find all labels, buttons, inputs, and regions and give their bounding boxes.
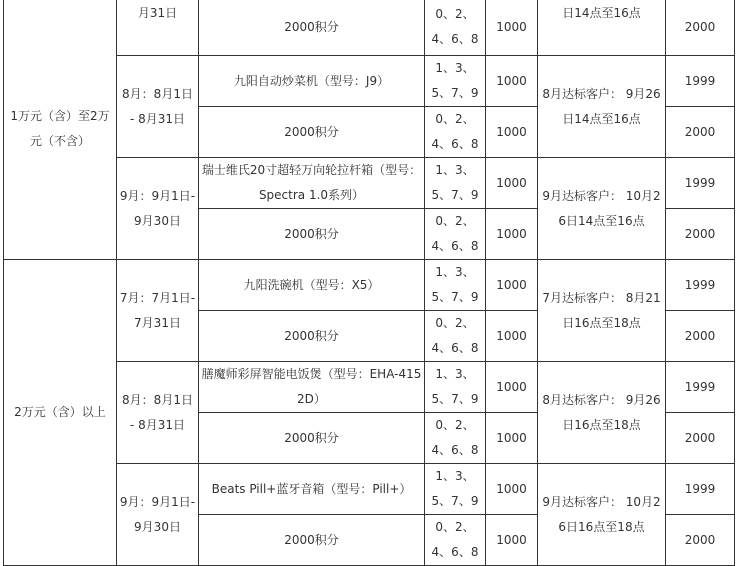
quota-cell: 1000 [486, 311, 538, 362]
table-row [4, 260, 735, 311]
tails-cell: 0、2、4、6、8 [425, 311, 486, 362]
price-cell: 1999 [666, 362, 735, 413]
price-cell: 2000 [666, 515, 735, 566]
period-cell: 7月：7月1日-7月31日 [117, 260, 199, 362]
reward-cell: 2000积分 [199, 515, 425, 566]
price-cell: 1999 [666, 260, 735, 311]
price-cell: 2000 [666, 107, 735, 158]
reward-cell: 2000积分 [199, 413, 425, 464]
period-cell: 8月：8月1日 - 8月31日 [117, 56, 199, 158]
table-body [4, 0, 735, 566]
period-cell: 月31日 [117, 0, 199, 56]
price-cell: 2000 [666, 311, 735, 362]
price-cell: 1999 [666, 158, 735, 209]
quota-cell: 1000 [486, 0, 538, 56]
deadline-cell: 日14点至16点 [538, 0, 666, 56]
table-row [4, 0, 735, 56]
deadline-cell: 8月达标客户： 9月26日14点至16点 [538, 56, 666, 158]
quota-cell: 1000 [486, 107, 538, 158]
reward-cell: 2000积分 [199, 209, 425, 260]
deadline-cell: 9月达标客户： 10月26日14点至16点 [538, 158, 666, 260]
tails-cell: 1、3、5、7、9 [425, 158, 486, 209]
period-cell: 9月：9月1日-9月30日 [117, 158, 199, 260]
tier-cell: 2万元（含）以上 [4, 260, 117, 566]
quota-cell: 1000 [486, 464, 538, 515]
quota-cell: 1000 [486, 515, 538, 566]
quota-cell: 1000 [486, 362, 538, 413]
price-cell: 2000 [666, 0, 735, 56]
reward-cell: Beats Pill+蓝牙音箱（型号：Pill+） [199, 464, 425, 515]
quota-cell: 1000 [486, 209, 538, 260]
deadline-cell: 7月达标客户： 8月21日16点至18点 [538, 260, 666, 362]
quota-cell: 1000 [486, 56, 538, 107]
reward-cell: 九阳自动炒菜机（型号：J9） [199, 56, 425, 107]
price-cell: 1999 [666, 56, 735, 107]
tails-cell: 1、3、5、7、9 [425, 464, 486, 515]
tails-cell: 0、2、4、6、8 [425, 515, 486, 566]
tails-cell: 0、2、4、6、8 [425, 0, 486, 56]
deadline-cell: 9月达标客户： 10月26日16点至18点 [538, 464, 666, 566]
tails-cell: 1、3、5、7、9 [425, 362, 486, 413]
period-cell: 9月：9月1日-9月30日 [117, 464, 199, 566]
tails-cell: 0、2、4、6、8 [425, 209, 486, 260]
tails-cell: 1、3、5、7、9 [425, 56, 486, 107]
quota-cell: 1000 [486, 413, 538, 464]
reward-cell: 2000积分 [199, 0, 425, 56]
deadline-cell: 8月达标客户： 9月26日16点至18点 [538, 362, 666, 464]
price-cell: 1999 [666, 464, 735, 515]
quota-cell: 1000 [486, 158, 538, 209]
price-cell: 2000 [666, 209, 735, 260]
period-cell: 8月：8月1日 - 8月31日 [117, 362, 199, 464]
quota-cell: 1000 [486, 260, 538, 311]
price-cell: 2000 [666, 413, 735, 464]
tier-cell: 1万元（含）至2万元（不含） [4, 0, 117, 260]
tails-cell: 0、2、4、6、8 [425, 413, 486, 464]
tails-cell: 1、3、5、7、9 [425, 260, 486, 311]
reward-cell: 2000积分 [199, 311, 425, 362]
reward-cell: 瑞士维氏20寸超轻万向轮拉杆箱（型号：Spectra 1.0系列） [199, 158, 425, 209]
reward-cell: 膳魔师彩屏智能电饭煲（型号：EHA-4152D） [199, 362, 425, 413]
reward-cell: 九阳洗碗机（型号：X5） [199, 260, 425, 311]
reward-table [3, 0, 735, 566]
reward-cell: 2000积分 [199, 107, 425, 158]
tails-cell: 0、2、4、6、8 [425, 107, 486, 158]
